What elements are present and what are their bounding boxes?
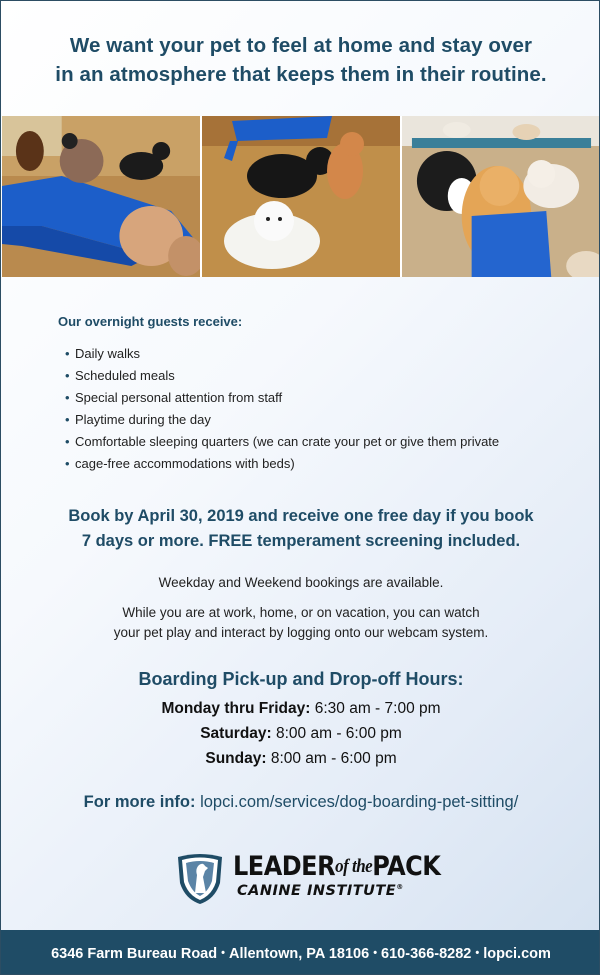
footer-separator: • <box>373 947 378 959</box>
guests-title: Our overnight guests receive: <box>58 314 243 329</box>
footer-contact-bar <box>1 930 600 975</box>
webcam-line-1: While you are at work, home, or on vacation, you can watch <box>122 605 480 620</box>
headline <box>1 31 600 89</box>
webcam-text <box>1 603 600 643</box>
webcam-line-2: your pet play and interact by logging onto our webcam system. <box>113 625 489 640</box>
list-item: • Special personal attention from staff <box>65 387 565 409</box>
hours-list <box>1 696 600 771</box>
logo-wordmark: LEADERof thePACK <box>233 851 441 882</box>
hours-title: Boarding Pick-up and Drop-off Hours: <box>138 669 464 689</box>
promo-line-1: Book by April 30, 2019 and receive one free day if you book <box>68 507 534 525</box>
more-info <box>1 793 600 812</box>
headline-line-2: in an atmosphere that keeps them in their routine. <box>55 63 547 86</box>
dog-shield-icon <box>175 853 225 905</box>
company-logo <box>175 849 441 909</box>
perks-list <box>65 343 565 475</box>
photo-strip <box>2 116 600 277</box>
dogs-on-blue-ramp-photo <box>2 116 200 277</box>
dogs-on-blue-bench-photo <box>402 116 600 277</box>
footer-phone[interactable]: 610-366-8282 <box>381 946 472 962</box>
more-info-link[interactable]: lopci.com/services/dog-boarding-pet-sitting/ <box>195 793 519 811</box>
footer-city: Allentown, PA 18106 <box>228 946 370 962</box>
dogs-with-white-puppy-photo <box>202 116 400 277</box>
footer-separator: • <box>475 947 480 959</box>
list-item: • Scheduled meals <box>65 365 565 387</box>
promo <box>1 504 600 554</box>
hours-row-weekdays: Monday thru Friday: 6:30 am - 7:00 pm <box>161 700 441 717</box>
footer-website[interactable]: lopci.com <box>483 946 551 962</box>
list-item: • Comfortable sleeping quarters (we can crate your pet or give them private <box>65 431 565 453</box>
footer-separator: • <box>221 947 225 959</box>
more-info-label: For more info: <box>83 793 196 811</box>
footer-address: 6346 Farm Bureau Road <box>51 946 218 962</box>
bookings-text: Weekday and Weekend bookings are available. <box>158 575 444 590</box>
list-item: • Playtime during the day <box>65 409 565 431</box>
list-item: • Daily walks <box>65 343 565 365</box>
hours-row-saturday: Saturday: 8:00 am - 6:00 pm <box>200 725 402 742</box>
hours-row-sunday: Sunday: 8:00 am - 6:00 pm <box>205 750 397 767</box>
logo-subtitle: CANINE INSTITUTE® <box>237 883 404 899</box>
promo-line-2: 7 days or more. FREE temperament screening included. <box>81 532 521 550</box>
list-item-continuation: • cage-free accommodations with beds) <box>65 453 565 475</box>
headline-line-1: We want your pet to feel at home and stay over <box>69 34 533 57</box>
